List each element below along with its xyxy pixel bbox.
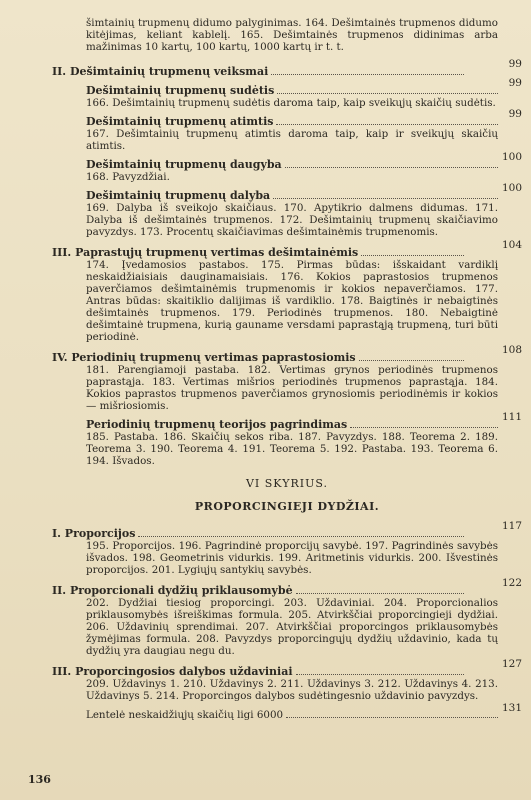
toc-entry-page: 99 [508,108,522,120]
toc-entry [52,182,522,238]
toc-entry-heading [52,65,464,78]
leader-dots [350,418,498,428]
toc-entry-page: 99 [508,58,522,70]
intro-text-block [52,17,522,53]
toc-entry-page: 100 [501,182,522,194]
leader-dots [138,527,464,537]
toc-entry-description: 169. Dalyba iš sveikojo skaičiaus. 170. Apytikrio dalmens didumas. 171. Dalyba iš dešimtainės trupmenos. 172. Dešimtainių trupmenų skaičiavimo pavyzdys. 173. Procentų skaičiavimas dešimtainėmis trupmenomis. [86,202,498,238]
toc-entry-page: 111 [501,411,522,423]
toc-entry-heading [52,584,464,597]
toc-entry-heading [52,351,464,364]
leader-dots [286,708,498,718]
toc-entry-heading [52,527,464,540]
toc-entry-description: 181. Parengiamoji pastaba. 182. Vertimas grynos periodinės trupmenos paprastąja. 183. Vertimas mišrios periodinės trupmenos paprastąja. 184. Kokios paprastos trupmenos paverčiamos grynosiomis periodinėmis ir kokios — mišriosiomis. [86,364,498,412]
toc-entry-title: Dešimtainių trupmenų dalyba [86,189,271,202]
toc-entry-page: 99 [508,77,522,89]
toc-entry [52,344,522,412]
toc-entry-title: IV. Periodinių trupmenų vertimas paprastosiomis [52,351,356,364]
toc-entry-page: 104 [501,239,522,251]
final-entry [52,702,522,722]
toc-entry-page: 117 [501,520,522,532]
toc-entry [52,58,522,78]
toc-entry-description: 195. Proporcijos. 196. Pagrindinė proporcijų savybė. 197. Pagrindinės savybės išvados. 198. Geometrinis vidurkis. 199. Aritmetinis vidurkis. 200. Išvestinės proporcijos. 201. Lygiųjų santykių savybės. [86,540,498,576]
toc-entry-title: III. Paprastųjų trupmenų vertimas dešimtainėmis [52,246,359,259]
toc-entry-heading [52,665,464,678]
toc-entry-title: Dešimtainių trupmenų atimtis [86,115,274,128]
chapter-label: VI SKYRIUS. [245,477,329,490]
toc-entry-title: I. Proporcijos [52,527,136,540]
toc-entry-heading [86,115,498,128]
toc-entry-title: Dešimtainių trupmenų daugyba [86,158,282,171]
toc-entry [52,658,522,702]
toc-entry [52,239,522,343]
leader-dots [361,246,464,256]
toc-entry [52,520,522,576]
toc-entry-page: 108 [501,344,522,356]
toc-entry-description: 209. Uždavinys 1. 210. Uždavinys 2. 211. Uždavinys 3. 212. Uždavinys 4. 213. Uždavinys 5. 214. Proporcingos dalybos sudėtingesnio uždavinio pavyzdys. [86,678,498,702]
toc-entry-title: III. Proporcingosios dalybos uždaviniai [52,665,293,678]
toc-entry-heading [86,418,498,431]
toc-entry-title: II. Proporcionali dydžių priklausomybė [52,584,293,597]
final-line-text: Lentelė neskaidžiųjų skaičių ligi 6000 [86,709,284,721]
toc-entry-description: 174. Įvedamosios pastabos. 175. Pirmas būdas: išskaidant vardiklį neskaidžiaisiais dauginamaisiais. 176. Kokios paprastosios trupmenos paverčiamos dešimtainėmis trupmenomis ir kokios nepaverčiamos. 177. Antras būdas: skaitiklio dalijimas iš vardiklio. 178. Baigtinės ir nebaigtinės dešimtainės trupmenos. 179. Periodinės trupmenos. 180. Nebaigtinė dešimtainė trupmena, kurią gauname versdami paprastąją trupmeną, turi būti periodinė. [86,259,498,343]
leader-dots [296,665,464,675]
toc-entry-heading [86,189,498,202]
toc-entry-title: Dešimtainių trupmenų sudėtis [86,84,275,97]
sections-part-2 [52,520,522,702]
toc-entry-heading [52,246,464,259]
table-of-contents [52,17,522,728]
toc-entry [52,411,522,467]
leader-dots [296,584,464,594]
toc-entry [52,151,522,183]
toc-entry [52,77,522,109]
toc-entry-title: II. Dešimtainių trupmenų veiksmai [52,65,269,78]
leader-dots [285,158,498,168]
final-line-page: 131 [501,702,522,714]
sections-part-1 [52,58,522,467]
toc-entry [52,577,522,657]
final-line [86,708,498,722]
toc-entry-page: 122 [501,577,522,589]
leader-dots [276,115,498,125]
toc-entry-page: 100 [501,151,522,163]
leader-dots [359,351,464,361]
toc-entry-description: 168. Pavyzdžiai. [86,171,170,183]
page-number: 136 [28,773,51,786]
chapter-title: PROPORCINGIEJI DYDŽIAI. [194,500,380,513]
toc-entry-description: 185. Pastaba. 186. Skaičių sekos riba. 187. Pavyzdys. 188. Teorema 2. 189. Teorema 3. 190. Teorema 4. 191. Teorema 5. 192. Pastaba. 193. Teorema 6. 194. Išvados. [86,431,498,467]
toc-entry-page: 127 [501,658,522,670]
toc-entry-description: 202. Dydžiai tiesiog proporcingi. 203. Uždaviniai. 204. Proporcionalios priklausomybės išreiškimas formula. 205. Atvirkščiai proporcingieji dydžiai. 206. Uždavinių sprendimai. 207. Atvirkščiai proporcingos priklausomybės žymėjimas formula. 208. Pavyzdys proporcingųjų dydžių uždavinio, kada tų dydžių yra daugiau negu du. [86,597,498,657]
leader-dots [277,84,498,94]
toc-entry-description: 167. Dešimtainių trupmenų atimtis daroma taip, kaip ir sveikųjų skaičių atimtis. [86,128,498,152]
intro-text: šimtainių trupmenų didumo palyginimas. 164. Dešimtainės trupmenos didumo kitėjimas, keliant kablelį. 165. Dešimtainės trupmenos didinimas arba mažinimas 10 kartų, 100 kartų, 1000 kartų ir t. t. [86,17,498,53]
toc-entry-heading [86,84,498,97]
toc-entry-heading [86,158,498,171]
toc-entry-title: Periodinių trupmenų teorijos pagrindimas [86,418,348,431]
toc-entry-description: 166. Dešimtainių trupmenų sudėtis daroma taip, kaip sveikųjų skaičių sudėtis. [86,97,496,109]
leader-dots [273,189,498,199]
leader-dots [271,65,464,75]
toc-entry [52,108,522,152]
